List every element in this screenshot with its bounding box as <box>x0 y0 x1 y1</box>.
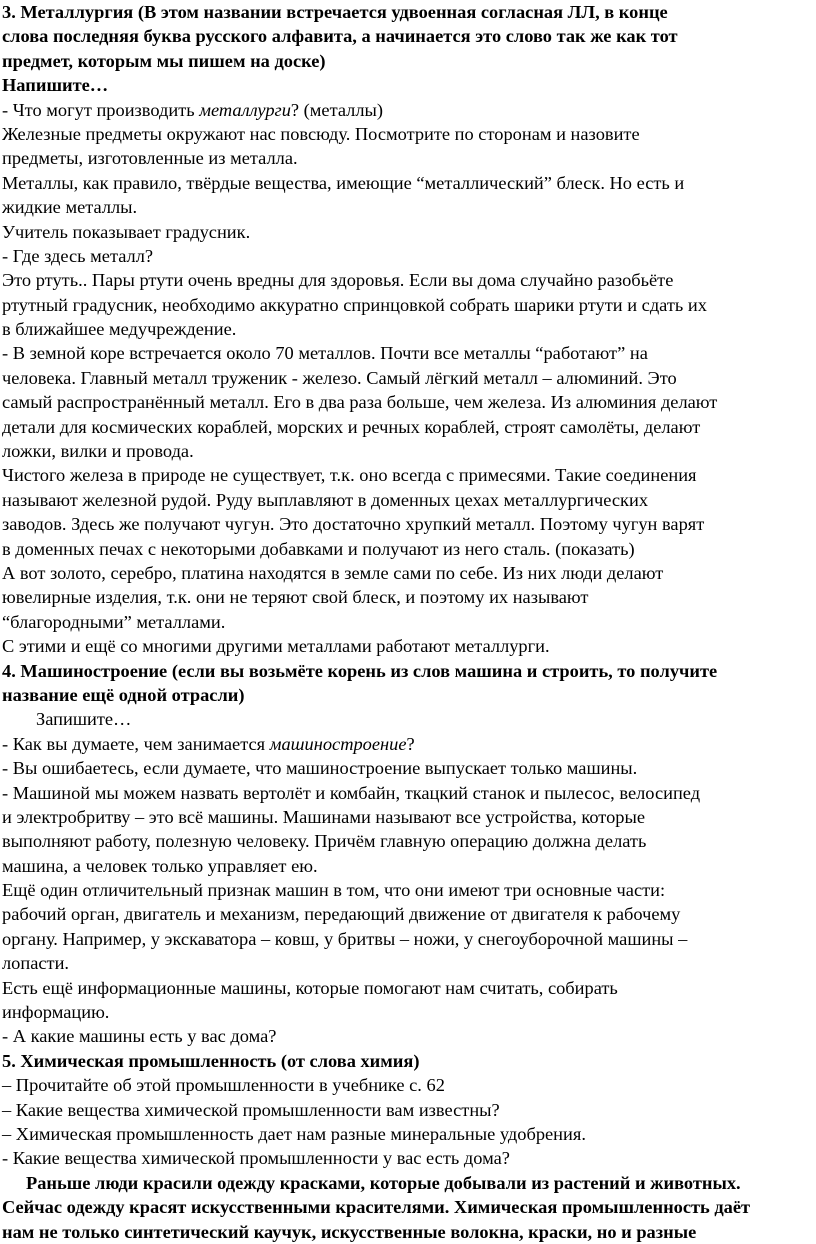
paragraph-line: в ближайшее медучреждение. <box>2 319 237 340</box>
paragraph-line: информацию. <box>2 1002 110 1023</box>
paragraph-line: лопасти. <box>2 953 70 974</box>
paragraph-line: детали для космических кораблей, морских и речных кораблей, строят самолёты, делают <box>2 416 701 437</box>
paragraph-line: Чистого железа в природе не существует, т.к. оно всегда с примесями. Такие соединения <box>2 465 697 486</box>
bold-paragraph-line: Сейчас одежду красят искусственными красителями. Химическая промышленность даёт <box>2 1197 751 1218</box>
question-machine-building <box>0 732 816 756</box>
paragraph-line: выполняют работу, полезную человеку. Причём главную операцию должна делать <box>2 831 647 852</box>
paragraph-line: органу. Например, у экскаватора – ковш, у бритвы – ножи, у снегоуборочной машины – <box>2 928 688 949</box>
paragraph-line: Ещё один отличительный признак машин в том, что они имеют три основные части: <box>2 880 666 901</box>
paragraph-line: - Машиной мы можем назвать вертолёт и комбайн, ткацкий станок и пылесос, велосипед <box>2 782 701 803</box>
paragraph-line: - Какие вещества химической промышленности у вас есть дома? <box>2 1148 510 1169</box>
paragraph-line: - Где здесь металл? <box>2 245 154 266</box>
paragraph-line: предметы, изготовленные из металла. <box>2 148 298 169</box>
bold-paragraph-line: нам не только синтетический каучук, искусственные волокна, краски, но и разные <box>2 1221 697 1242</box>
section-3-write-instruction: Напишите… <box>2 75 109 96</box>
paragraph-line: ложки, вилки и провода. <box>2 441 194 462</box>
paragraph-line: – Прочитайте об этой промышленности в учебнике с. 62 <box>2 1075 445 1096</box>
section-4-heading-line-2: название ещё одной отрасли) <box>2 684 245 705</box>
section-5-heading: 5. Химическая промышленность (от слова химия) <box>2 1050 420 1071</box>
question-prefix: - Что могут производить <box>2 99 200 120</box>
paragraph-line: машина, а человек только управляет ею. <box>2 855 318 876</box>
paragraph-line: - В земной коре встречается около 70 металлов. Почти все металлы “работают” на <box>2 343 648 364</box>
section-4-write-instruction: Запишите… <box>36 709 132 730</box>
paragraph-line: рабочий орган, двигатель и механизм, передающий движение от двигателя к рабочему <box>2 904 681 925</box>
paragraph-line: Учитель показывает градусник. <box>2 221 251 242</box>
section-3-heading-line-3: предмет, которым мы пишем на доске) <box>2 50 326 71</box>
paragraph-line: - Вы ошибаетесь, если думаете, что машиностроение выпускает только машины. <box>2 758 638 779</box>
paragraph-line: Железные предметы окружают нас повсюду. Посмотрите по сторонам и назовите <box>2 123 640 144</box>
section-3-heading-line-2: слова последняя буква русского алфавита, а начинается это слово так же как тот <box>2 26 678 47</box>
paragraph-line: жидкие металлы. <box>2 197 138 218</box>
paragraph-line: А вот золото, серебро, платина находятся в земле сами по себе. Из них люди делают <box>2 562 664 583</box>
question-suffix: ? (металлы) <box>290 99 383 120</box>
paragraph-line: ювелирные изделия, т.к. они не теряют свой блеск, и поэтому их называют <box>2 587 589 608</box>
paragraph-line: заводов. Здесь же получают чугун. Это достаточно хрупкий металл. Поэтому чугун варят <box>2 514 705 535</box>
paragraph-line: – Какие вещества химической промышленности вам известны? <box>2 1099 500 1120</box>
paragraph-line: самый распространённый металл. Его в два раза больше, чем железа. Из алюминия делают <box>2 392 718 413</box>
paragraph-line: – Химическая промышленность дает нам разные минеральные удобрения. <box>2 1123 586 1144</box>
paragraph-line: - А какие машины есть у вас дома? <box>2 1026 277 1047</box>
question-term: металлурги <box>199 99 291 120</box>
paragraph-line: “благородными” металлами. <box>2 611 226 632</box>
paragraph-line: Есть ещё информационные машины, которые помогают нам считать, собирать <box>2 977 618 998</box>
paragraph-line: С этими и ещё со многими другими металлами работают металлурги. <box>2 636 550 657</box>
paragraph-line: человека. Главный металл труженик - железо. Самый лёгкий металл – алюминий. Это <box>2 367 677 388</box>
paragraph-line: Это ртуть.. Пары ртути очень вредны для здоровья. Если вы дома случайно разобьёте <box>2 270 674 291</box>
question-suffix: ? <box>406 733 415 754</box>
paragraph-line: называют железной рудой. Руду выплавляют в доменных цехах металлургических <box>2 489 649 510</box>
paragraph-line: Металлы, как правило, твёрдые вещества, имеющие “металлический” блеск. Но есть и <box>2 172 685 193</box>
paragraph-line: ртутный градусник, необходимо аккуратно спринцовкой собрать шарики ртути и сдать их <box>2 294 707 315</box>
paragraph-line: и электробритву – это всё машины. Машинами называют все устройства, которые <box>2 806 645 827</box>
bold-paragraph-line: Раньше люди красили одежду красками, которые добывали из растений и животных. <box>26 1172 741 1193</box>
question-prefix: - Как вы думаете, чем занимается <box>2 733 270 754</box>
question-metallurgists <box>0 98 816 122</box>
section-4-heading-line-1: 4. Машиностроение (если вы возьмёте корень из слов машина и строить, то получите <box>2 660 718 681</box>
section-3-heading-line-1: 3. Металлургия (В этом названии встречается удвоенная согласная ЛЛ, в конце <box>2 2 668 22</box>
question-term: машиностроение <box>269 733 407 754</box>
paragraph-line: в доменных печах с некоторыми добавками и получают из него сталь. (показать) <box>2 538 635 559</box>
